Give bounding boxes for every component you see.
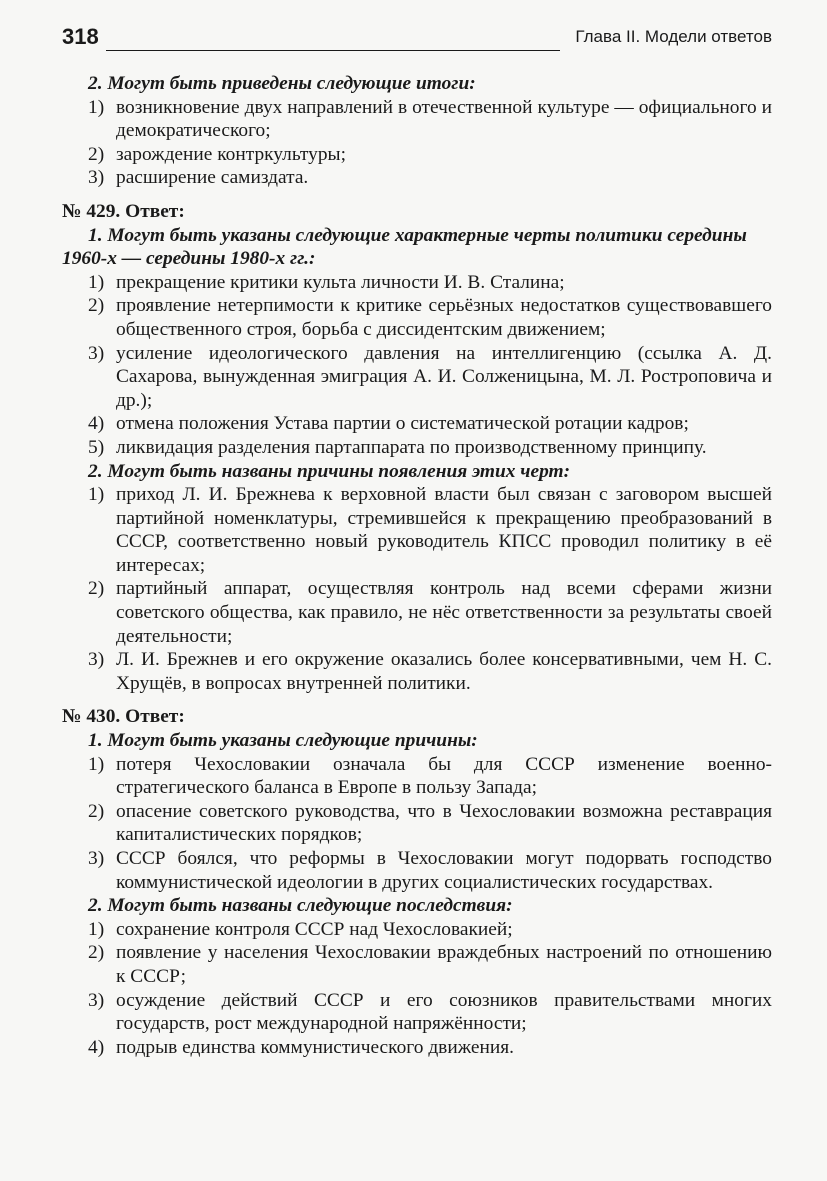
item-number: 3) — [88, 649, 105, 671]
page-number: 318 — [62, 24, 99, 49]
item-number: 2) — [88, 295, 105, 317]
running-head: Глава II. Модели ответов — [575, 27, 772, 46]
answer-430-part2-heading: 2. Могут быть названы следующие последствия: — [88, 895, 513, 917]
list-item — [62, 342, 772, 413]
list-item — [62, 436, 772, 460]
item-text: возникновение двух направлений в отечественной культуре — официального и демократического; — [116, 96, 772, 142]
list-item — [62, 96, 772, 143]
item-number: 4) — [88, 413, 105, 435]
list-item — [62, 412, 772, 436]
item-number: 1) — [88, 96, 105, 118]
prev-subheading: 2. Могут быть приведены следующие итоги: — [88, 73, 476, 94]
item-number: 5) — [88, 436, 105, 458]
item-number: 3) — [88, 848, 105, 869]
answer-429-part1-list — [62, 271, 772, 460]
list-item — [62, 753, 772, 800]
item-number: 3) — [88, 167, 105, 189]
answer-429-part2-list — [62, 483, 772, 695]
item-text: Л. И. Брежнев и его окружение оказались более консервативными, чем Н. С. Хрущёв, в вопросах внутренней политики. — [116, 649, 772, 694]
item-number: 3) — [88, 989, 105, 1011]
item-text: прекращение критики культа личности И. В. Сталина; — [116, 271, 565, 293]
item-text: расширение самиздата. — [116, 167, 309, 189]
answer-430-part1-heading: 1. Могут быть указаны следующие причины: — [88, 730, 478, 752]
list-item — [62, 294, 772, 341]
item-number: 3) — [88, 342, 105, 364]
item-number: 2) — [88, 143, 105, 165]
item-text: осуждение действий СССР и его союзников правительствами многих государств, рост международной напряжённости; — [116, 989, 772, 1035]
item-number: 4) — [88, 1036, 105, 1058]
item-number: 2) — [88, 942, 105, 964]
item-text: ликвидация разделения партаппарата по производственному принципу. — [116, 436, 707, 458]
page-header — [62, 24, 772, 58]
list-item — [62, 800, 772, 847]
item-number: 2) — [88, 578, 105, 600]
item-text: появление у населения Чехословакии враждебных настроений по отношению к СССР; — [116, 942, 772, 987]
list-item — [62, 989, 772, 1036]
answer-430-part2-list — [62, 918, 772, 1060]
item-text: партийный аппарат, осуществляя контроль над всеми сферами жизни советского общества, как правило, не нёс ответственности за результаты своей деятельности; — [116, 578, 772, 647]
item-text: сохранение контроля СССР над Чехословакией; — [116, 918, 513, 940]
item-number: 1) — [88, 918, 105, 940]
list-item — [62, 166, 772, 190]
list-item — [62, 1036, 772, 1060]
item-number: 1) — [88, 271, 105, 293]
list-item — [62, 483, 772, 577]
list-item — [62, 847, 772, 894]
answer-429-part1-heading: 1. Могут быть указаны следующие характерные черты политики середины 1960-х — середины 1980-х гг.: — [62, 224, 747, 270]
page-content — [62, 72, 772, 1059]
list-item — [62, 577, 772, 648]
item-number: 2) — [88, 800, 105, 822]
item-text: усиление идеологического давления на интеллигенцию (ссылка А. Д. Сахарова, вынужденная эмиграция А. И. Солженицына, М. Л. Ростроповича и др.); — [116, 342, 772, 411]
item-number: 1) — [88, 753, 105, 775]
list-item — [62, 271, 772, 295]
item-text: опасение советского руководства, что в Чехословакии возможна реставрация капиталистических порядков; — [116, 800, 772, 846]
header-rule — [106, 50, 560, 51]
list-item — [62, 941, 772, 988]
item-text: отмена положения Устава партии о систематической ротации кадров; — [116, 413, 689, 435]
prev-items-list — [62, 96, 772, 190]
answer-429-part2-heading: 2. Могут быть названы причины появления этих черт: — [88, 460, 571, 482]
item-text: приход Л. И. Брежнева к верховной власти был связан с заговором высшей партийной номенклатуры, стремившейся к прекращению преобразований в СССР, соответственно новый руководитель КПСС проводил политику в её интересах; — [116, 484, 772, 576]
item-text: СССР боялся, что реформы в Чехословакии могут подорвать господство коммунистической идеологии в других социалистических государствах. — [116, 848, 772, 893]
answer-429-heading: № 429. Ответ: — [62, 200, 185, 222]
answer-430-heading: № 430. Ответ: — [62, 706, 185, 728]
list-item — [62, 143, 772, 167]
item-text: подрыв единства коммунистического движения. — [116, 1036, 514, 1058]
list-item — [62, 648, 772, 695]
list-item — [62, 918, 772, 942]
item-text: зарождение контркультуры; — [116, 143, 346, 165]
item-number: 1) — [88, 484, 105, 506]
item-text: потеря Чехословакии означала бы для СССР изменение военно-стратегического баланса в Европе в пользу Запада; — [116, 753, 772, 799]
answer-430-part1-list — [62, 753, 772, 895]
item-text: проявление нетерпимости к критике серьёзных недостатков существовавшего общественного строя, борьба с диссидентским движением; — [116, 295, 772, 340]
